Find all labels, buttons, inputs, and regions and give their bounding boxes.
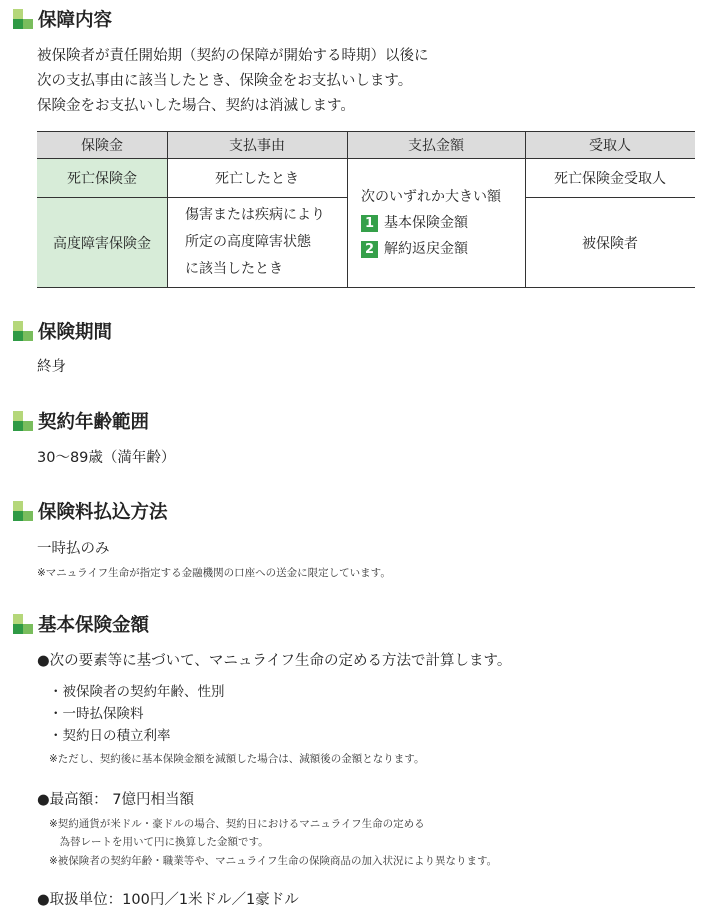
table-border-row1-left bbox=[37, 197, 347, 198]
amount-cell bbox=[347, 158, 525, 288]
benefit-death: 死亡保険金 bbox=[37, 158, 167, 197]
reason-disability-line-1: 傷害または疾病により bbox=[185, 207, 325, 223]
age-value: 30〜89歳（満年齢） bbox=[37, 450, 176, 466]
reason-disability bbox=[167, 197, 347, 288]
table-header-benefit: 保険金 bbox=[37, 131, 167, 158]
amount-item-2 bbox=[361, 236, 468, 262]
recipient-disability: 被保険者 bbox=[582, 235, 638, 252]
basic-amount-subitem-1: ・被保険者の契約年齢、性別 bbox=[49, 684, 225, 700]
amount-item-1-label: 基本保険金額 bbox=[384, 215, 468, 231]
table-header-recipient: 受取人 bbox=[525, 131, 695, 158]
number-1-icon: 1 bbox=[361, 215, 378, 232]
reason-disability-line-3: に該当したとき bbox=[185, 261, 283, 277]
period-value: 終身 bbox=[37, 359, 66, 375]
basic-amount-bullet-2: ●最高額： 7億円相当額 bbox=[37, 792, 194, 808]
section-title-basic-amount: 基本保険金額 bbox=[38, 615, 150, 636]
table-border-bottom bbox=[37, 287, 695, 288]
payment-note: ※マニュライフ生命が指定する金融機関の口座への送金に限定しています。 bbox=[37, 567, 391, 579]
basic-amount-note-1: ※ただし、契約後に基本保険金額を減額した場合は、減額後の金額となります。 bbox=[49, 753, 425, 765]
table-border-row1-right bbox=[525, 197, 695, 198]
section-icon bbox=[13, 614, 33, 634]
amount-item-2-label: 解約返戻金額 bbox=[384, 241, 468, 257]
basic-amount-subitem-2: ・一時払保険料 bbox=[49, 706, 144, 722]
section-icon bbox=[13, 501, 33, 521]
section-title-payment: 保険料払込方法 bbox=[38, 502, 168, 523]
table-col-divider-1 bbox=[167, 131, 168, 288]
amount-lead: 次のいずれか大きい額 bbox=[361, 189, 501, 205]
payment-value: 一時払のみ bbox=[37, 541, 110, 557]
coverage-table bbox=[37, 131, 695, 288]
section-title-coverage: 保障内容 bbox=[38, 10, 113, 31]
table-header-amount: 支払金額 bbox=[347, 131, 525, 158]
basic-amount-note-2-line-1: ※契約通貨が米ドル・豪ドルの場合、契約日におけるマニュライフ生命の定める bbox=[49, 818, 425, 830]
section-icon bbox=[13, 321, 33, 341]
table-header-reason: 支払事由 bbox=[167, 131, 347, 158]
recipient-death: 死亡保険金受取人 bbox=[554, 170, 666, 187]
table-col-divider-3 bbox=[525, 131, 526, 288]
basic-amount-subitem-3: ・契約日の積立利率 bbox=[49, 728, 171, 744]
basic-amount-bullet-3: ●取扱単位：100円／1米ドル／1豪ドル bbox=[37, 892, 299, 908]
section-title-age: 契約年齢範囲 bbox=[38, 412, 150, 433]
table-border-top bbox=[37, 131, 695, 132]
basic-amount-note-2-line-2: 為替レートを用いて円に換算した金額です。 bbox=[49, 836, 269, 848]
basic-amount-note-3: ※被保険者の契約年齢・職業等や、マニュライフ生命の保険商品の加入状況により異なります。 bbox=[49, 855, 498, 867]
coverage-intro-3: 保険金をお支払いした場合、契約は消滅します。 bbox=[37, 98, 355, 114]
reason-disability-line-2: 所定の高度障害状態 bbox=[185, 234, 311, 250]
table-col-divider-2 bbox=[347, 131, 348, 288]
section-title-period: 保険期間 bbox=[38, 322, 113, 343]
number-2-icon: 2 bbox=[361, 241, 378, 258]
basic-amount-bullet-1: ●次の要素等に基づいて、マニュライフ生命の定める方法で計算します。 bbox=[37, 653, 512, 669]
reason-death: 死亡したとき bbox=[215, 170, 299, 187]
benefit-disability: 高度障害保険金 bbox=[37, 197, 167, 288]
table-border-header bbox=[37, 158, 695, 159]
coverage-intro-1: 被保険者が責任開始期（契約の保障が開始する時期）以後に bbox=[37, 48, 429, 64]
amount-item-1 bbox=[361, 210, 468, 236]
section-icon bbox=[13, 411, 33, 431]
coverage-intro-2: 次の支払事由に該当したとき、保険金をお支払いします。 bbox=[37, 73, 413, 89]
section-icon bbox=[13, 9, 33, 29]
